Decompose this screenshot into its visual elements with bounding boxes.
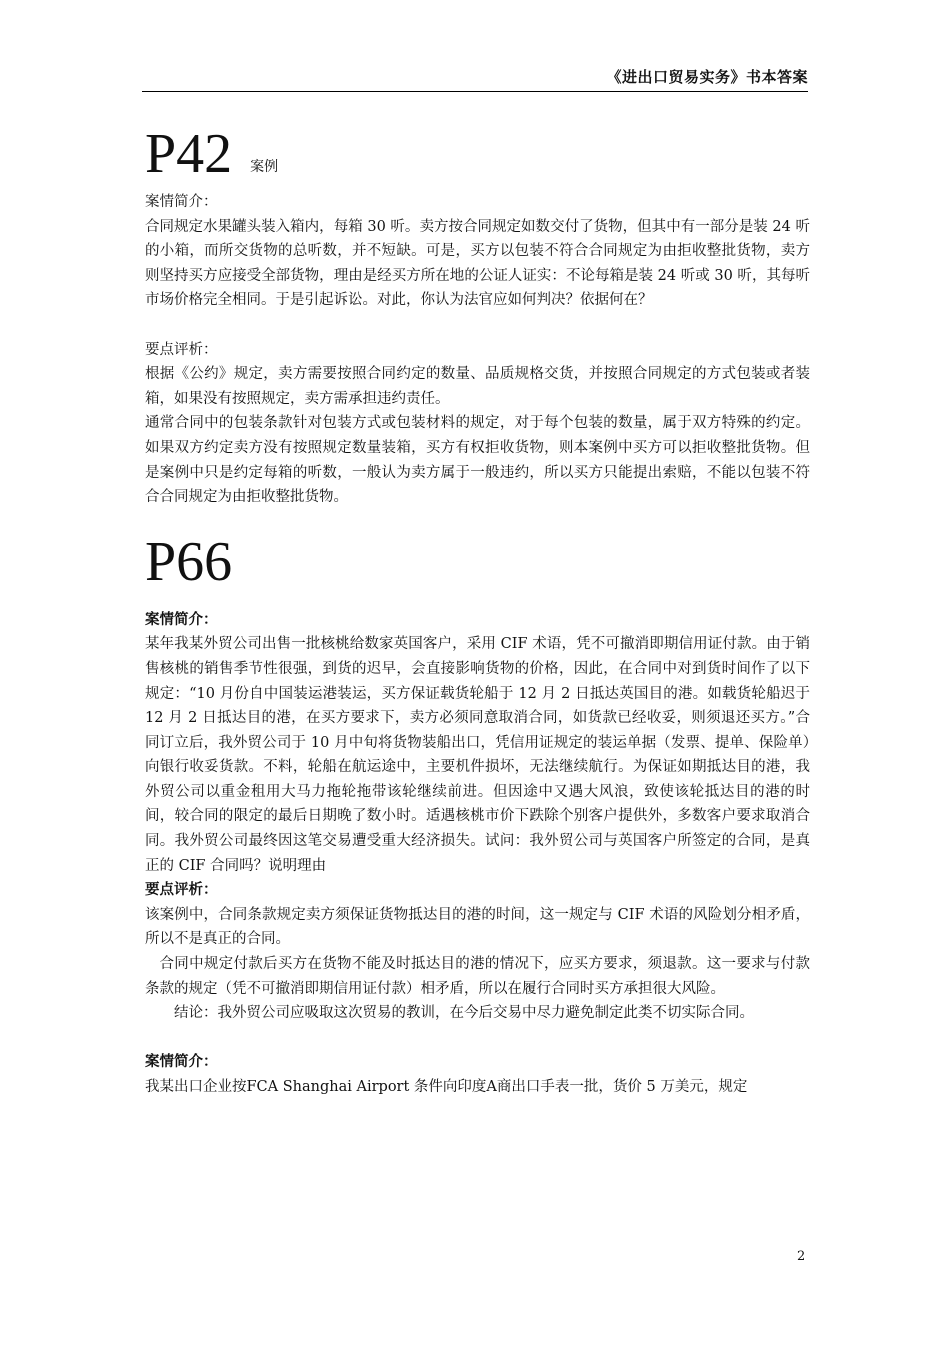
- analysis-paragraph: 该案例中，合同条款规定卖方须保证货物抵达目的港的时间，这一规定与 CIF 术语的风险划分相矛盾，所以不是真正的合同。: [145, 906, 810, 948]
- blank-line: [145, 1026, 810, 1051]
- intro-label: 案情简介：: [145, 610, 218, 628]
- section-code: P66: [145, 530, 233, 593]
- analysis-label: 要点评析：: [145, 341, 218, 358]
- section-heading-p42: [145, 120, 810, 185]
- analysis-label: 要点评析：: [145, 881, 218, 899]
- analysis-paragraph: 合同中规定付款后买方在货物不能及时抵达目的港的情况下，应买方要求，须退款。这一要求与付款条款的规定（凭不可撤消即期信用证付款）相矛盾，所以在履行合同时买方承担很大风险。: [145, 956, 810, 997]
- analysis-paragraph: 通常合同中的包装条款针对包装方式或包装材料的规定，对于每个包装的数量，属于双方特殊的约定。如果双方约定卖方没有按照规定数量装箱，买方有权拒收货物，则本案例中买方可以拒收整批货物。但是案例中只是约定每箱的听数，一般认为卖方属于一般违约，所以买方只能提出索赔，不能以包装不符合合同规定为由拒收整批货物。: [145, 415, 810, 506]
- blank-line: [145, 313, 810, 338]
- case-intro-text: 我某出口企业按FCA Shanghai Airport 条件向印度A商出口手表一批，货价 5 万美元，规定: [145, 1079, 748, 1095]
- header-rule: [142, 91, 808, 92]
- running-header: 《进出口贸易实务》书本答案: [606, 68, 808, 86]
- intro-label: 案情简介：: [145, 194, 218, 210]
- section-tag: 案例: [250, 159, 279, 176]
- intro-label: 案情简介：: [145, 1053, 218, 1071]
- analysis-paragraph: 根据《公约》规定，卖方需要按照合同约定的数量、品质规格交货，并按照合同规定的方式包装或者装箱，如果没有按照规定，卖方需承担违约责任。: [145, 366, 810, 407]
- section-heading-p66: [145, 528, 810, 593]
- case-intro-text: 某年我某外贸公司出售一批核桃给数家英国客户，采用 CIF 术语，凭不可撤消即期信用证付款。由于销售核桃的销售季节性很强，到货的迟早，会直接影响货物的价格，因此，在合同中对到货时间作了以下规定：“10 月份自中国装运港装运，买方保证载货轮船于 12 月 2 日抵达英国目的港。如载货轮船迟于 12 月 2 日抵达目的港，在买方要求下，卖方必须同意取消合同，如货款已经收妥，则须退还买方。”合同订立后，我外贸公司于 10 月中旬将货物装船出口，凭信用证规定的装运单据（发票、提单、保险单）向银行收妥货款。不料，轮船在航运途中，主要机件损坏，无法继续航行。为保证如期抵达目的港，我外贸公司以重金租用大马力拖轮拖带该轮继续前进。但因途中又遇大风浪，致使该轮抵达目的港的时间，较合同的限定的最后日期晚了数小时。适遇核桃市价下跌除个别客户提供外，多数客户要求取消合同。我外贸公司最终因这笔交易遭受重大经济损失。试问：我外贸公司与英国客户所签定的合同，是真正的 CIF 合同吗？说明理由: [145, 636, 810, 874]
- case-intro-text: 合同规定水果罐头装入箱内，每箱 30 听。卖方按合同规定如数交付了货物，但其中有一部分是装 24 听的小箱，而所交货物的总听数，并不短缺。可是，买方以包装不符合合同规定为由拒收整批货物，卖方则坚持买方应接受全部货物，理由是经买方所在地的公证人证实：不论每箱是装 24 听或 30 听，其每听市场价格完全相同。于是引起诉讼。对此，你认为法官应如何判决？依据何在？: [145, 218, 810, 309]
- conclusion-paragraph: 结论：我外贸公司应吸取这次贸易的教训，在今后交易中尽力避免制定此类不切实际合同。: [174, 1005, 754, 1022]
- section-code: P42: [145, 123, 233, 185]
- page-number: 2: [797, 1249, 806, 1264]
- page-content: [145, 120, 810, 1100]
